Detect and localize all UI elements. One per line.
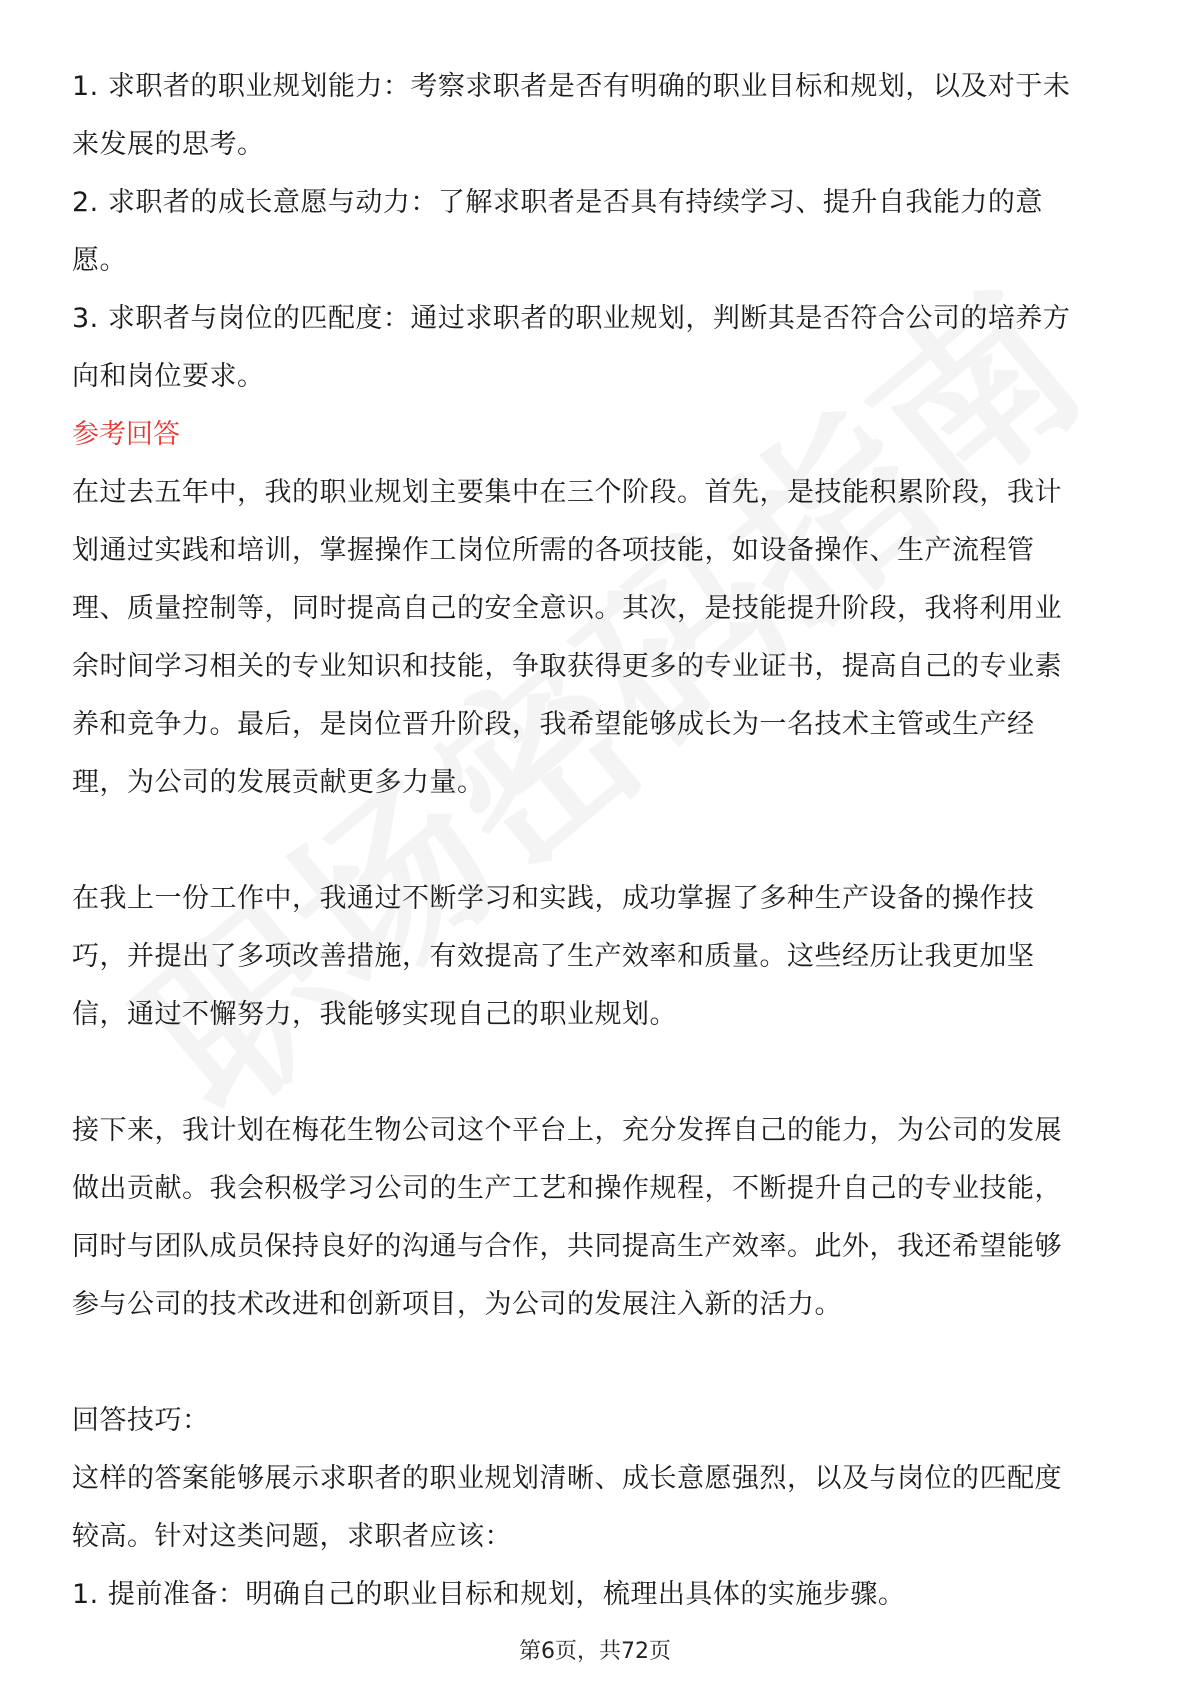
criteria-item-2-line-1: 2. 求职者的成长意愿与动力：了解求职者是否具有持续学习、提升自我能力的意	[72, 187, 1043, 218]
reference-paragraph-3	[72, 1102, 1122, 1334]
paragraph-line: 养和竞争力。最后，是岗位晋升阶段，我希望能够成长为一名技术主管或生产经	[72, 709, 1035, 740]
criteria-item-2-line-2: 愿。	[72, 245, 127, 276]
paragraph-spacer	[72, 1044, 1122, 1102]
paragraph-spacer	[72, 1334, 1122, 1392]
paragraph-line: 同时与团队成员保持良好的沟通与合作，共同提高生产效率。此外，我还希望能够	[72, 1231, 1062, 1262]
paragraph-line: 划通过实践和培训，掌握操作工岗位所需的各项技能，如设备操作、生产流程管	[72, 535, 1035, 566]
criteria-item-3-line-1: 3. 求职者与岗位的匹配度：通过求职者的职业规划，判断其是否符合公司的培养方	[72, 303, 1071, 334]
paragraph-line: 信，通过不懈努力，我能够实现自己的职业规划。	[72, 999, 677, 1030]
tips-line-1: 这样的答案能够展示求职者的职业规划清晰、成长意愿强烈，以及与岗位的匹配度	[72, 1463, 1062, 1494]
criteria-item-1-line-1: 1. 求职者的职业规划能力：考察求职者是否有明确的职业目标和规划，以及对于未	[72, 71, 1071, 102]
paragraph-line: 理，为公司的发展贡献更多力量。	[72, 767, 485, 798]
criteria-item-1-line-2: 来发展的思考。	[72, 129, 265, 160]
tips-item-1: 1. 提前准备：明确自己的职业目标和规划，梳理出具体的实施步骤。	[72, 1579, 906, 1610]
tips-line-2: 较高。针对这类问题，求职者应该：	[72, 1521, 512, 1552]
page-number: 第6页，共72页	[519, 1639, 671, 1664]
paragraph-spacer	[72, 812, 1122, 870]
paragraph-line: 在过去五年中，我的职业规划主要集中在三个阶段。首先，是技能积累阶段，我计	[72, 477, 1062, 508]
paragraph-line: 余时间学习相关的专业知识和技能，争取获得更多的专业证书，提高自己的专业素	[72, 651, 1062, 682]
reference-paragraph-2	[72, 870, 1122, 1044]
document-page	[72, 58, 1122, 1624]
paragraph-line: 巧，并提出了多项改善措施，有效提高了生产效率和质量。这些经历让我更加坚	[72, 941, 1035, 972]
paragraph-line: 在我上一份工作中，我通过不断学习和实践，成功掌握了多种生产设备的操作技	[72, 883, 1035, 914]
paragraph-line: 参与公司的技术改进和创新项目，为公司的发展注入新的活力。	[72, 1289, 842, 1320]
reference-paragraph-1	[72, 464, 1122, 812]
paragraph-line: 做出贡献。我会积极学习公司的生产工艺和操作规程，不断提升自己的专业技能，	[72, 1173, 1062, 1204]
tips-heading: 回答技巧：	[72, 1405, 210, 1436]
reference-answer-heading: 参考回答	[72, 419, 180, 450]
paragraph-line: 接下来，我计划在梅花生物公司这个平台上，充分发挥自己的能力，为公司的发展	[72, 1115, 1062, 1146]
paragraph-line: 理、质量控制等，同时提高自己的安全意识。其次，是技能提升阶段，我将利用业	[72, 593, 1062, 624]
criteria-item-3-line-2: 向和岗位要求。	[72, 361, 265, 392]
